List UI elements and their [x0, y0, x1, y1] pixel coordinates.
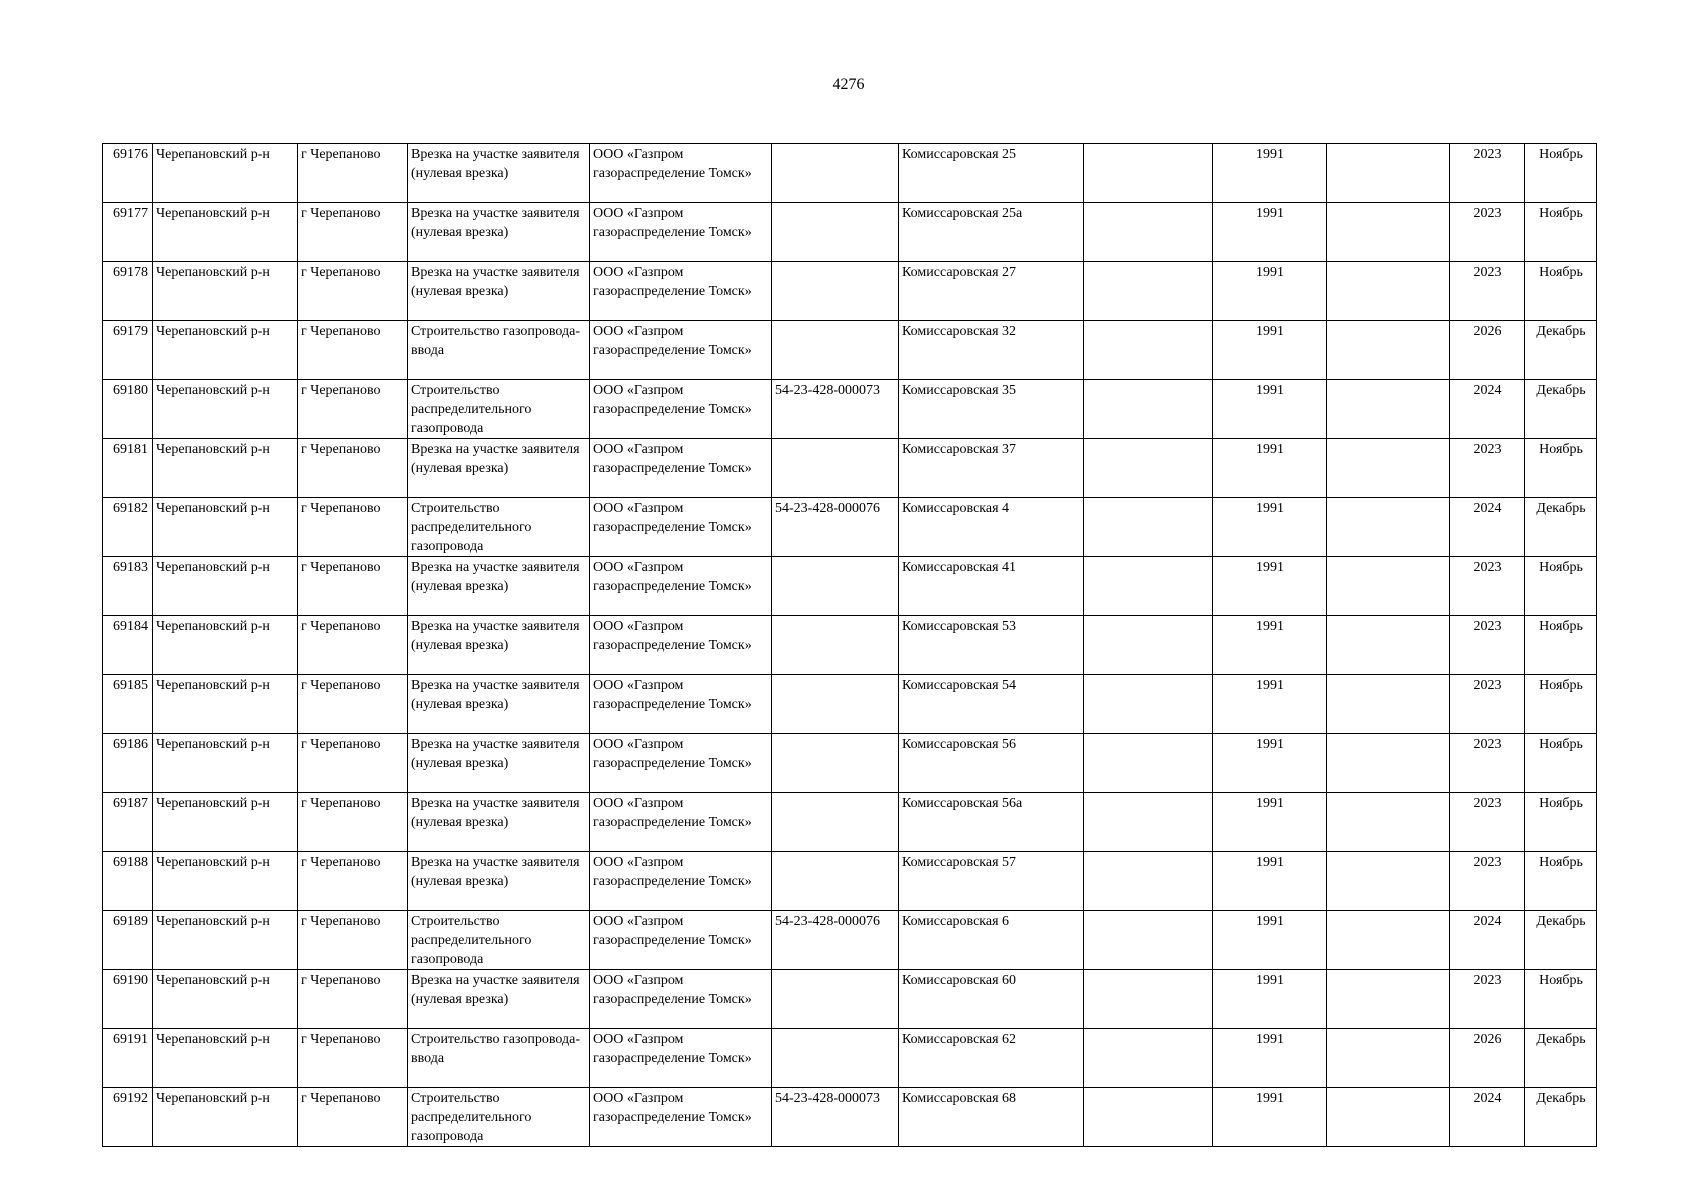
row-id-cell: 69180	[103, 380, 153, 439]
row-id-cell: 69187	[103, 793, 153, 852]
settlement-cell: г Черепаново	[298, 793, 408, 852]
month-cell: Ноябрь	[1525, 262, 1597, 321]
cadastral-number-cell	[772, 1029, 899, 1088]
blank-cell	[1327, 734, 1450, 793]
organization-cell: ООО «Газпром газораспределение Томск»	[590, 852, 772, 911]
district-cell: Черепановский р-н	[153, 203, 298, 262]
cadastral-number-cell	[772, 734, 899, 793]
address-cell: Комиссаровская 60	[899, 970, 1084, 1029]
extra-cell	[1084, 1088, 1213, 1147]
row-id-cell: 69186	[103, 734, 153, 793]
settlement-cell: г Черепаново	[298, 321, 408, 380]
work-type-cell: Строительство газопровода-ввода	[408, 321, 590, 380]
district-cell: Черепановский р-н	[153, 262, 298, 321]
organization-cell: ООО «Газпром газораспределение Томск»	[590, 675, 772, 734]
settlement-cell: г Черепаново	[298, 616, 408, 675]
work-type-cell: Врезка на участке заявителя (нулевая врезка)	[408, 616, 590, 675]
extra-cell	[1084, 852, 1213, 911]
blank-cell	[1327, 262, 1450, 321]
plan-year-cell: 2024	[1450, 1088, 1525, 1147]
cadastral-number-cell	[772, 262, 899, 321]
plan-year-cell: 2023	[1450, 203, 1525, 262]
extra-cell	[1084, 675, 1213, 734]
address-cell: Комиссаровская 57	[899, 852, 1084, 911]
extra-cell	[1084, 616, 1213, 675]
address-cell: Комиссаровская 25	[899, 144, 1084, 203]
work-type-cell: Врезка на участке заявителя (нулевая врезка)	[408, 203, 590, 262]
district-cell: Черепановский р-н	[153, 321, 298, 380]
table-row	[103, 970, 1597, 1029]
district-cell: Черепановский р-н	[153, 970, 298, 1029]
cadastral-number-cell	[772, 144, 899, 203]
table-row	[103, 557, 1597, 616]
row-id-cell: 69190	[103, 970, 153, 1029]
address-cell: Комиссаровская 56а	[899, 793, 1084, 852]
blank-cell	[1327, 498, 1450, 557]
plan-year-cell: 2024	[1450, 380, 1525, 439]
month-cell: Декабрь	[1525, 498, 1597, 557]
plan-year-cell: 2026	[1450, 321, 1525, 380]
settlement-cell: г Черепаново	[298, 1088, 408, 1147]
plan-year-cell: 2024	[1450, 498, 1525, 557]
cadastral-number-cell	[772, 616, 899, 675]
district-cell: Черепановский р-н	[153, 557, 298, 616]
cadastral-number-cell: 54-23-428-000073	[772, 380, 899, 439]
blank-cell	[1327, 144, 1450, 203]
row-id-cell: 69192	[103, 1088, 153, 1147]
settlement-cell: г Черепаново	[298, 852, 408, 911]
month-cell: Ноябрь	[1525, 970, 1597, 1029]
year-built-cell: 1991	[1213, 675, 1327, 734]
extra-cell	[1084, 970, 1213, 1029]
row-id-cell: 69189	[103, 911, 153, 970]
blank-cell	[1327, 911, 1450, 970]
year-built-cell: 1991	[1213, 321, 1327, 380]
month-cell: Декабрь	[1525, 911, 1597, 970]
work-type-cell: Врезка на участке заявителя (нулевая врезка)	[408, 262, 590, 321]
plan-year-cell: 2023	[1450, 970, 1525, 1029]
blank-cell	[1327, 852, 1450, 911]
cadastral-number-cell	[772, 852, 899, 911]
organization-cell: ООО «Газпром газораспределение Томск»	[590, 262, 772, 321]
extra-cell	[1084, 262, 1213, 321]
settlement-cell: г Черепаново	[298, 439, 408, 498]
work-type-cell: Строительство распределительного газопровода	[408, 498, 590, 557]
table-row	[103, 734, 1597, 793]
district-cell: Черепановский р-н	[153, 1029, 298, 1088]
row-id-cell: 69181	[103, 439, 153, 498]
address-cell: Комиссаровская 32	[899, 321, 1084, 380]
table-row	[103, 1029, 1597, 1088]
extra-cell	[1084, 321, 1213, 380]
organization-cell: ООО «Газпром газораспределение Томск»	[590, 144, 772, 203]
organization-cell: ООО «Газпром газораспределение Томск»	[590, 1029, 772, 1088]
plan-year-cell: 2023	[1450, 734, 1525, 793]
extra-cell	[1084, 439, 1213, 498]
blank-cell	[1327, 557, 1450, 616]
gasification-table	[102, 143, 1597, 1147]
extra-cell	[1084, 203, 1213, 262]
settlement-cell: г Черепаново	[298, 911, 408, 970]
plan-year-cell: 2023	[1450, 439, 1525, 498]
plan-year-cell: 2023	[1450, 675, 1525, 734]
plan-year-cell: 2026	[1450, 1029, 1525, 1088]
year-built-cell: 1991	[1213, 852, 1327, 911]
organization-cell: ООО «Газпром газораспределение Томск»	[590, 380, 772, 439]
blank-cell	[1327, 321, 1450, 380]
month-cell: Декабрь	[1525, 321, 1597, 380]
table-row	[103, 675, 1597, 734]
row-id-cell: 69183	[103, 557, 153, 616]
month-cell: Ноябрь	[1525, 616, 1597, 675]
organization-cell: ООО «Газпром газораспределение Томск»	[590, 911, 772, 970]
row-id-cell: 69178	[103, 262, 153, 321]
address-cell: Комиссаровская 25а	[899, 203, 1084, 262]
table-row	[103, 616, 1597, 675]
settlement-cell: г Черепаново	[298, 498, 408, 557]
address-cell: Комиссаровская 6	[899, 911, 1084, 970]
district-cell: Черепановский р-н	[153, 380, 298, 439]
work-type-cell: Врезка на участке заявителя (нулевая врезка)	[408, 557, 590, 616]
table-row	[103, 1088, 1597, 1147]
plan-year-cell: 2024	[1450, 911, 1525, 970]
table-row	[103, 321, 1597, 380]
plan-year-cell: 2023	[1450, 616, 1525, 675]
month-cell: Ноябрь	[1525, 793, 1597, 852]
extra-cell	[1084, 144, 1213, 203]
organization-cell: ООО «Газпром газораспределение Томск»	[590, 616, 772, 675]
year-built-cell: 1991	[1213, 203, 1327, 262]
district-cell: Черепановский р-н	[153, 734, 298, 793]
plan-year-cell: 2023	[1450, 793, 1525, 852]
cadastral-number-cell	[772, 675, 899, 734]
settlement-cell: г Черепаново	[298, 203, 408, 262]
row-id-cell: 69184	[103, 616, 153, 675]
work-type-cell: Врезка на участке заявителя (нулевая врезка)	[408, 439, 590, 498]
settlement-cell: г Черепаново	[298, 380, 408, 439]
blank-cell	[1327, 970, 1450, 1029]
blank-cell	[1327, 616, 1450, 675]
row-id-cell: 69191	[103, 1029, 153, 1088]
table-row	[103, 262, 1597, 321]
extra-cell	[1084, 734, 1213, 793]
work-type-cell: Строительство распределительного газопровода	[408, 380, 590, 439]
plan-year-cell: 2023	[1450, 852, 1525, 911]
district-cell: Черепановский р-н	[153, 1088, 298, 1147]
year-built-cell: 1991	[1213, 439, 1327, 498]
work-type-cell: Строительство газопровода-ввода	[408, 1029, 590, 1088]
organization-cell: ООО «Газпром газораспределение Томск»	[590, 970, 772, 1029]
row-id-cell: 69177	[103, 203, 153, 262]
settlement-cell: г Черепаново	[298, 1029, 408, 1088]
organization-cell: ООО «Газпром газораспределение Томск»	[590, 557, 772, 616]
month-cell: Декабрь	[1525, 380, 1597, 439]
blank-cell	[1327, 203, 1450, 262]
extra-cell	[1084, 1029, 1213, 1088]
district-cell: Черепановский р-н	[153, 852, 298, 911]
district-cell: Черепановский р-н	[153, 439, 298, 498]
row-id-cell: 69188	[103, 852, 153, 911]
plan-year-cell: 2023	[1450, 557, 1525, 616]
address-cell: Комиссаровская 53	[899, 616, 1084, 675]
month-cell: Ноябрь	[1525, 557, 1597, 616]
month-cell: Декабрь	[1525, 1029, 1597, 1088]
year-built-cell: 1991	[1213, 1088, 1327, 1147]
row-id-cell: 69185	[103, 675, 153, 734]
address-cell: Комиссаровская 27	[899, 262, 1084, 321]
cadastral-number-cell	[772, 557, 899, 616]
address-cell: Комиссаровская 62	[899, 1029, 1084, 1088]
cadastral-number-cell: 54-23-428-000076	[772, 498, 899, 557]
plan-year-cell: 2023	[1450, 262, 1525, 321]
extra-cell	[1084, 911, 1213, 970]
table-row	[103, 498, 1597, 557]
cadastral-number-cell	[772, 793, 899, 852]
work-type-cell: Строительство распределительного газопровода	[408, 1088, 590, 1147]
table-row	[103, 852, 1597, 911]
year-built-cell: 1991	[1213, 498, 1327, 557]
year-built-cell: 1991	[1213, 557, 1327, 616]
work-type-cell: Врезка на участке заявителя (нулевая врезка)	[408, 144, 590, 203]
table-row	[103, 380, 1597, 439]
organization-cell: ООО «Газпром газораспределение Томск»	[590, 321, 772, 380]
row-id-cell: 69182	[103, 498, 153, 557]
district-cell: Черепановский р-н	[153, 498, 298, 557]
work-type-cell: Врезка на участке заявителя (нулевая врезка)	[408, 970, 590, 1029]
settlement-cell: г Черепаново	[298, 970, 408, 1029]
cadastral-number-cell: 54-23-428-000076	[772, 911, 899, 970]
page-number: 4276	[832, 76, 865, 93]
month-cell: Ноябрь	[1525, 675, 1597, 734]
year-built-cell: 1991	[1213, 616, 1327, 675]
year-built-cell: 1991	[1213, 1029, 1327, 1088]
district-cell: Черепановский р-н	[153, 911, 298, 970]
cadastral-number-cell	[772, 321, 899, 380]
month-cell: Ноябрь	[1525, 439, 1597, 498]
blank-cell	[1327, 380, 1450, 439]
extra-cell	[1084, 557, 1213, 616]
work-type-cell: Врезка на участке заявителя (нулевая врезка)	[408, 852, 590, 911]
district-cell: Черепановский р-н	[153, 793, 298, 852]
settlement-cell: г Черепаново	[298, 675, 408, 734]
organization-cell: ООО «Газпром газораспределение Томск»	[590, 793, 772, 852]
year-built-cell: 1991	[1213, 911, 1327, 970]
table-row	[103, 439, 1597, 498]
blank-cell	[1327, 793, 1450, 852]
blank-cell	[1327, 1029, 1450, 1088]
year-built-cell: 1991	[1213, 734, 1327, 793]
address-cell: Комиссаровская 4	[899, 498, 1084, 557]
district-cell: Черепановский р-н	[153, 616, 298, 675]
cadastral-number-cell	[772, 203, 899, 262]
address-cell: Комиссаровская 35	[899, 380, 1084, 439]
table-row	[103, 911, 1597, 970]
blank-cell	[1327, 675, 1450, 734]
table-row	[103, 144, 1597, 203]
table-row	[103, 793, 1597, 852]
work-type-cell: Строительство распределительного газопровода	[408, 911, 590, 970]
address-cell: Комиссаровская 54	[899, 675, 1084, 734]
organization-cell: ООО «Газпром газораспределение Томск»	[590, 1088, 772, 1147]
organization-cell: ООО «Газпром газораспределение Томск»	[590, 439, 772, 498]
address-cell: Комиссаровская 56	[899, 734, 1084, 793]
blank-cell	[1327, 439, 1450, 498]
month-cell: Ноябрь	[1525, 144, 1597, 203]
district-cell: Черепановский р-н	[153, 144, 298, 203]
extra-cell	[1084, 793, 1213, 852]
cadastral-number-cell	[772, 970, 899, 1029]
extra-cell	[1084, 380, 1213, 439]
row-id-cell: 69176	[103, 144, 153, 203]
plan-year-cell: 2023	[1450, 144, 1525, 203]
settlement-cell: г Черепаново	[298, 144, 408, 203]
blank-cell	[1327, 1088, 1450, 1147]
settlement-cell: г Черепаново	[298, 734, 408, 793]
address-cell: Комиссаровская 41	[899, 557, 1084, 616]
address-cell: Комиссаровская 68	[899, 1088, 1084, 1147]
year-built-cell: 1991	[1213, 262, 1327, 321]
month-cell: Ноябрь	[1525, 734, 1597, 793]
year-built-cell: 1991	[1213, 970, 1327, 1029]
table-body	[103, 144, 1597, 1147]
extra-cell	[1084, 498, 1213, 557]
cadastral-number-cell	[772, 439, 899, 498]
organization-cell: ООО «Газпром газораспределение Томск»	[590, 203, 772, 262]
organization-cell: ООО «Газпром газораспределение Томск»	[590, 734, 772, 793]
work-type-cell: Врезка на участке заявителя (нулевая врезка)	[408, 675, 590, 734]
year-built-cell: 1991	[1213, 793, 1327, 852]
year-built-cell: 1991	[1213, 144, 1327, 203]
month-cell: Ноябрь	[1525, 852, 1597, 911]
month-cell: Декабрь	[1525, 1088, 1597, 1147]
month-cell: Ноябрь	[1525, 203, 1597, 262]
organization-cell: ООО «Газпром газораспределение Томск»	[590, 498, 772, 557]
settlement-cell: г Черепаново	[298, 557, 408, 616]
row-id-cell: 69179	[103, 321, 153, 380]
work-type-cell: Врезка на участке заявителя (нулевая врезка)	[408, 734, 590, 793]
cadastral-number-cell: 54-23-428-000073	[772, 1088, 899, 1147]
table-row	[103, 203, 1597, 262]
district-cell: Черепановский р-н	[153, 675, 298, 734]
work-type-cell: Врезка на участке заявителя (нулевая врезка)	[408, 793, 590, 852]
settlement-cell: г Черепаново	[298, 262, 408, 321]
year-built-cell: 1991	[1213, 380, 1327, 439]
address-cell: Комиссаровская 37	[899, 439, 1084, 498]
